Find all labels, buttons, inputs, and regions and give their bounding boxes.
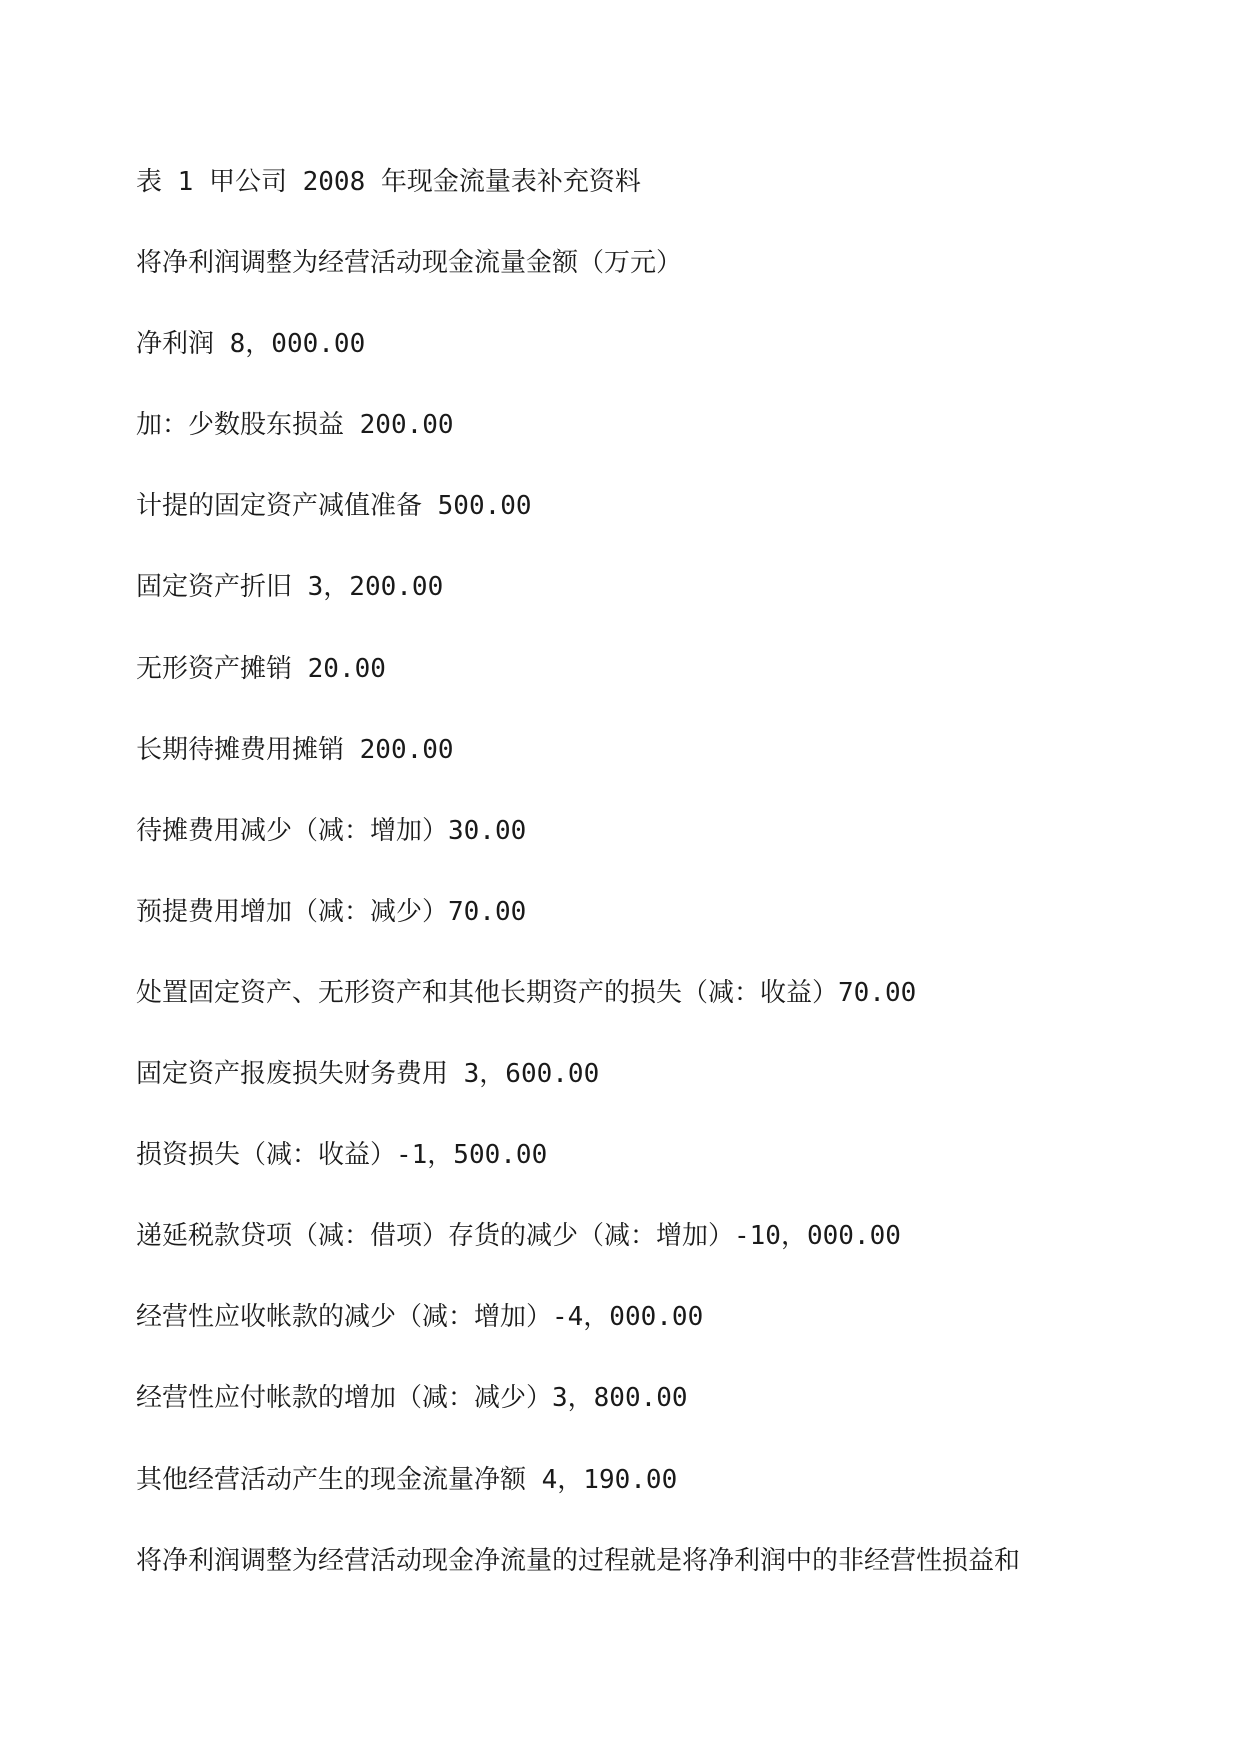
line-minority-interest: 加：少数股东损益 200.00 xyxy=(136,410,454,441)
line-depreciation: 固定资产折旧 3，200.00 xyxy=(136,572,444,603)
line-receivables-decrease: 经营性应收帐款的减少（减：增加）-4，000.00 xyxy=(136,1302,704,1333)
line-deferred-tax-inventory: 递延税款贷项（减：借项）存货的减少（减：增加）-10，000.00 xyxy=(136,1221,901,1252)
document-body xyxy=(136,168,1136,1628)
line-asset-disposal-loss: 处置固定资产、无形资产和其他长期资产的损失（减：收益）70.00 xyxy=(136,977,917,1008)
line-impairment-provision: 计提的固定资产减值准备 500.00 xyxy=(136,491,532,522)
line-intangible-amortization: 无形资产摊销 20.00 xyxy=(136,653,386,684)
line-net-profit: 净利润 8，000.00 xyxy=(136,329,366,360)
line-scrapping-loss-finance-cost: 固定资产报废损失财务费用 3，600.00 xyxy=(136,1059,600,1090)
line-accrued-expense-increase: 预提费用增加（减：减少）70.00 xyxy=(136,896,527,927)
line-other-operating-cash-flow: 其他经营活动产生的现金流量净额 4，190.00 xyxy=(136,1464,678,1495)
section-heading: 将净利润调整为经营活动现金流量金额（万元） xyxy=(136,248,683,279)
line-payables-increase: 经营性应付帐款的增加（减：减少）3，800.00 xyxy=(136,1383,688,1414)
line-long-term-prepaid-amortization: 长期待摊费用摊销 200.00 xyxy=(136,734,454,765)
table-caption: 表 1 甲公司 2008 年现金流量表补充资料 xyxy=(136,167,641,197)
line-investment-loss: 损资损失（减：收益）-1，500.00 xyxy=(136,1140,548,1171)
line-prepaid-expense-decrease: 待摊费用减少（减：增加）30.00 xyxy=(136,815,527,846)
paragraph-text: 将净利润调整为经营活动现金净流量的过程就是将净利润中的非经营性损益和 xyxy=(136,1545,1021,1576)
